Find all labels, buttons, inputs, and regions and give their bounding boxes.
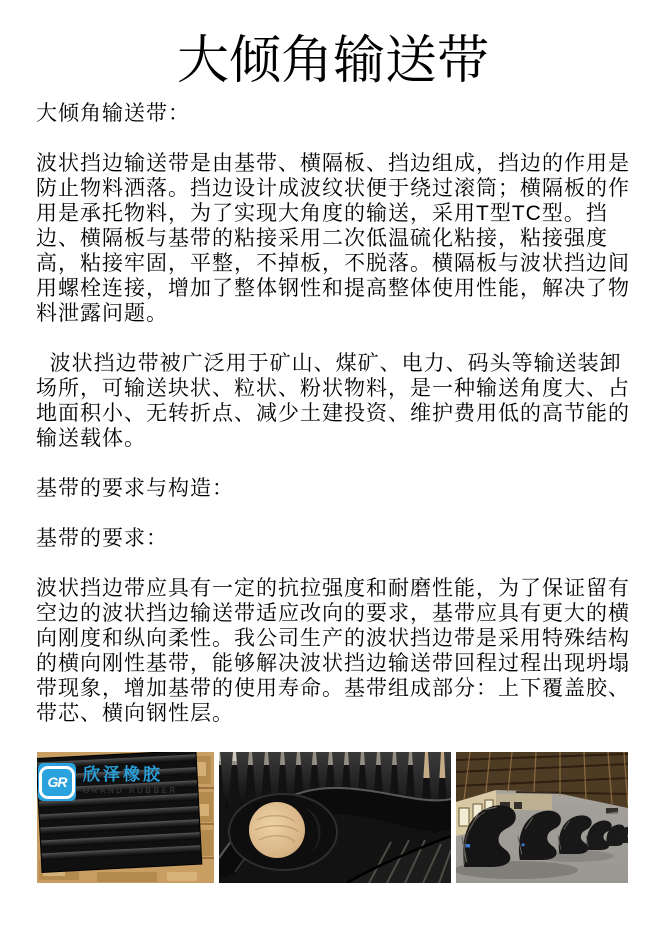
product-photo-belt-roll (219, 752, 451, 883)
brand-name-chinese: 欣泽橡胶 (83, 765, 163, 784)
product-photo-sidewall-sheet (37, 752, 214, 883)
paragraph-base-belt: 波状挡边带应具有一定的抗拉强度和耐磨性能，为了保证留有空边的波状挡边输送带适应改向的要求，基带应具有更大的横向刚度和纵向柔性。我公司生产的波状挡边带是采用特殊结构的横向刚性基带，能够解决波状挡边输送带回程过程出现坍塌带现象，增加基带的使用寿命。基带组成部分：上下覆盖胶、带芯、横向钢性层。 (36, 577, 630, 725)
section-heading-base-belt-requirements: 基带的要求： (36, 527, 168, 550)
photo-2-illustration (219, 752, 451, 883)
intro-line: 大倾角输送带： (36, 102, 190, 125)
article-body (36, 101, 632, 751)
section-heading-base-belt-structure: 基带的要求与构造： (36, 477, 234, 500)
gr-logo-icon (38, 763, 76, 801)
brand-logo (38, 763, 178, 801)
paragraph-composition: 波状挡边输送带是由基带、横隔板、挡边组成，挡边的作用是防止物料洒落。挡边设计成波纹状便于绕过滚筒；横隔板的作用是承托物料，为了实现大角度的输送，采用T型TC型。挡边、横隔板与基带的粘接采用二次低温硫化粘接，粘接强度高，粘接牢固，平整，不掉板，不脱落。横隔板与波状挡边间用螺栓连接，增加了整体钢性和提高整体使用性能，解决了物料泄露问题。 (36, 152, 630, 325)
brand-name-english: GRAND RUBBER (83, 786, 178, 795)
brand-logo-text (83, 763, 178, 796)
page-title: 大倾角输送带 (176, 32, 489, 90)
paragraph-applications: 波状挡边带被广泛用于矿山、煤矿、电力、码头等输送装卸场所，可输送块状、粒状、粉状物料，是一种输送角度大、占地面积小、无转折点、减少土建投资、维护费用低的高节能的输送载体。 (36, 352, 630, 450)
gr-logo-initials: GR (39, 766, 75, 799)
product-photo-gallery (37, 752, 628, 883)
product-photo-factory (456, 752, 628, 883)
photo-3-illustration (456, 752, 628, 883)
